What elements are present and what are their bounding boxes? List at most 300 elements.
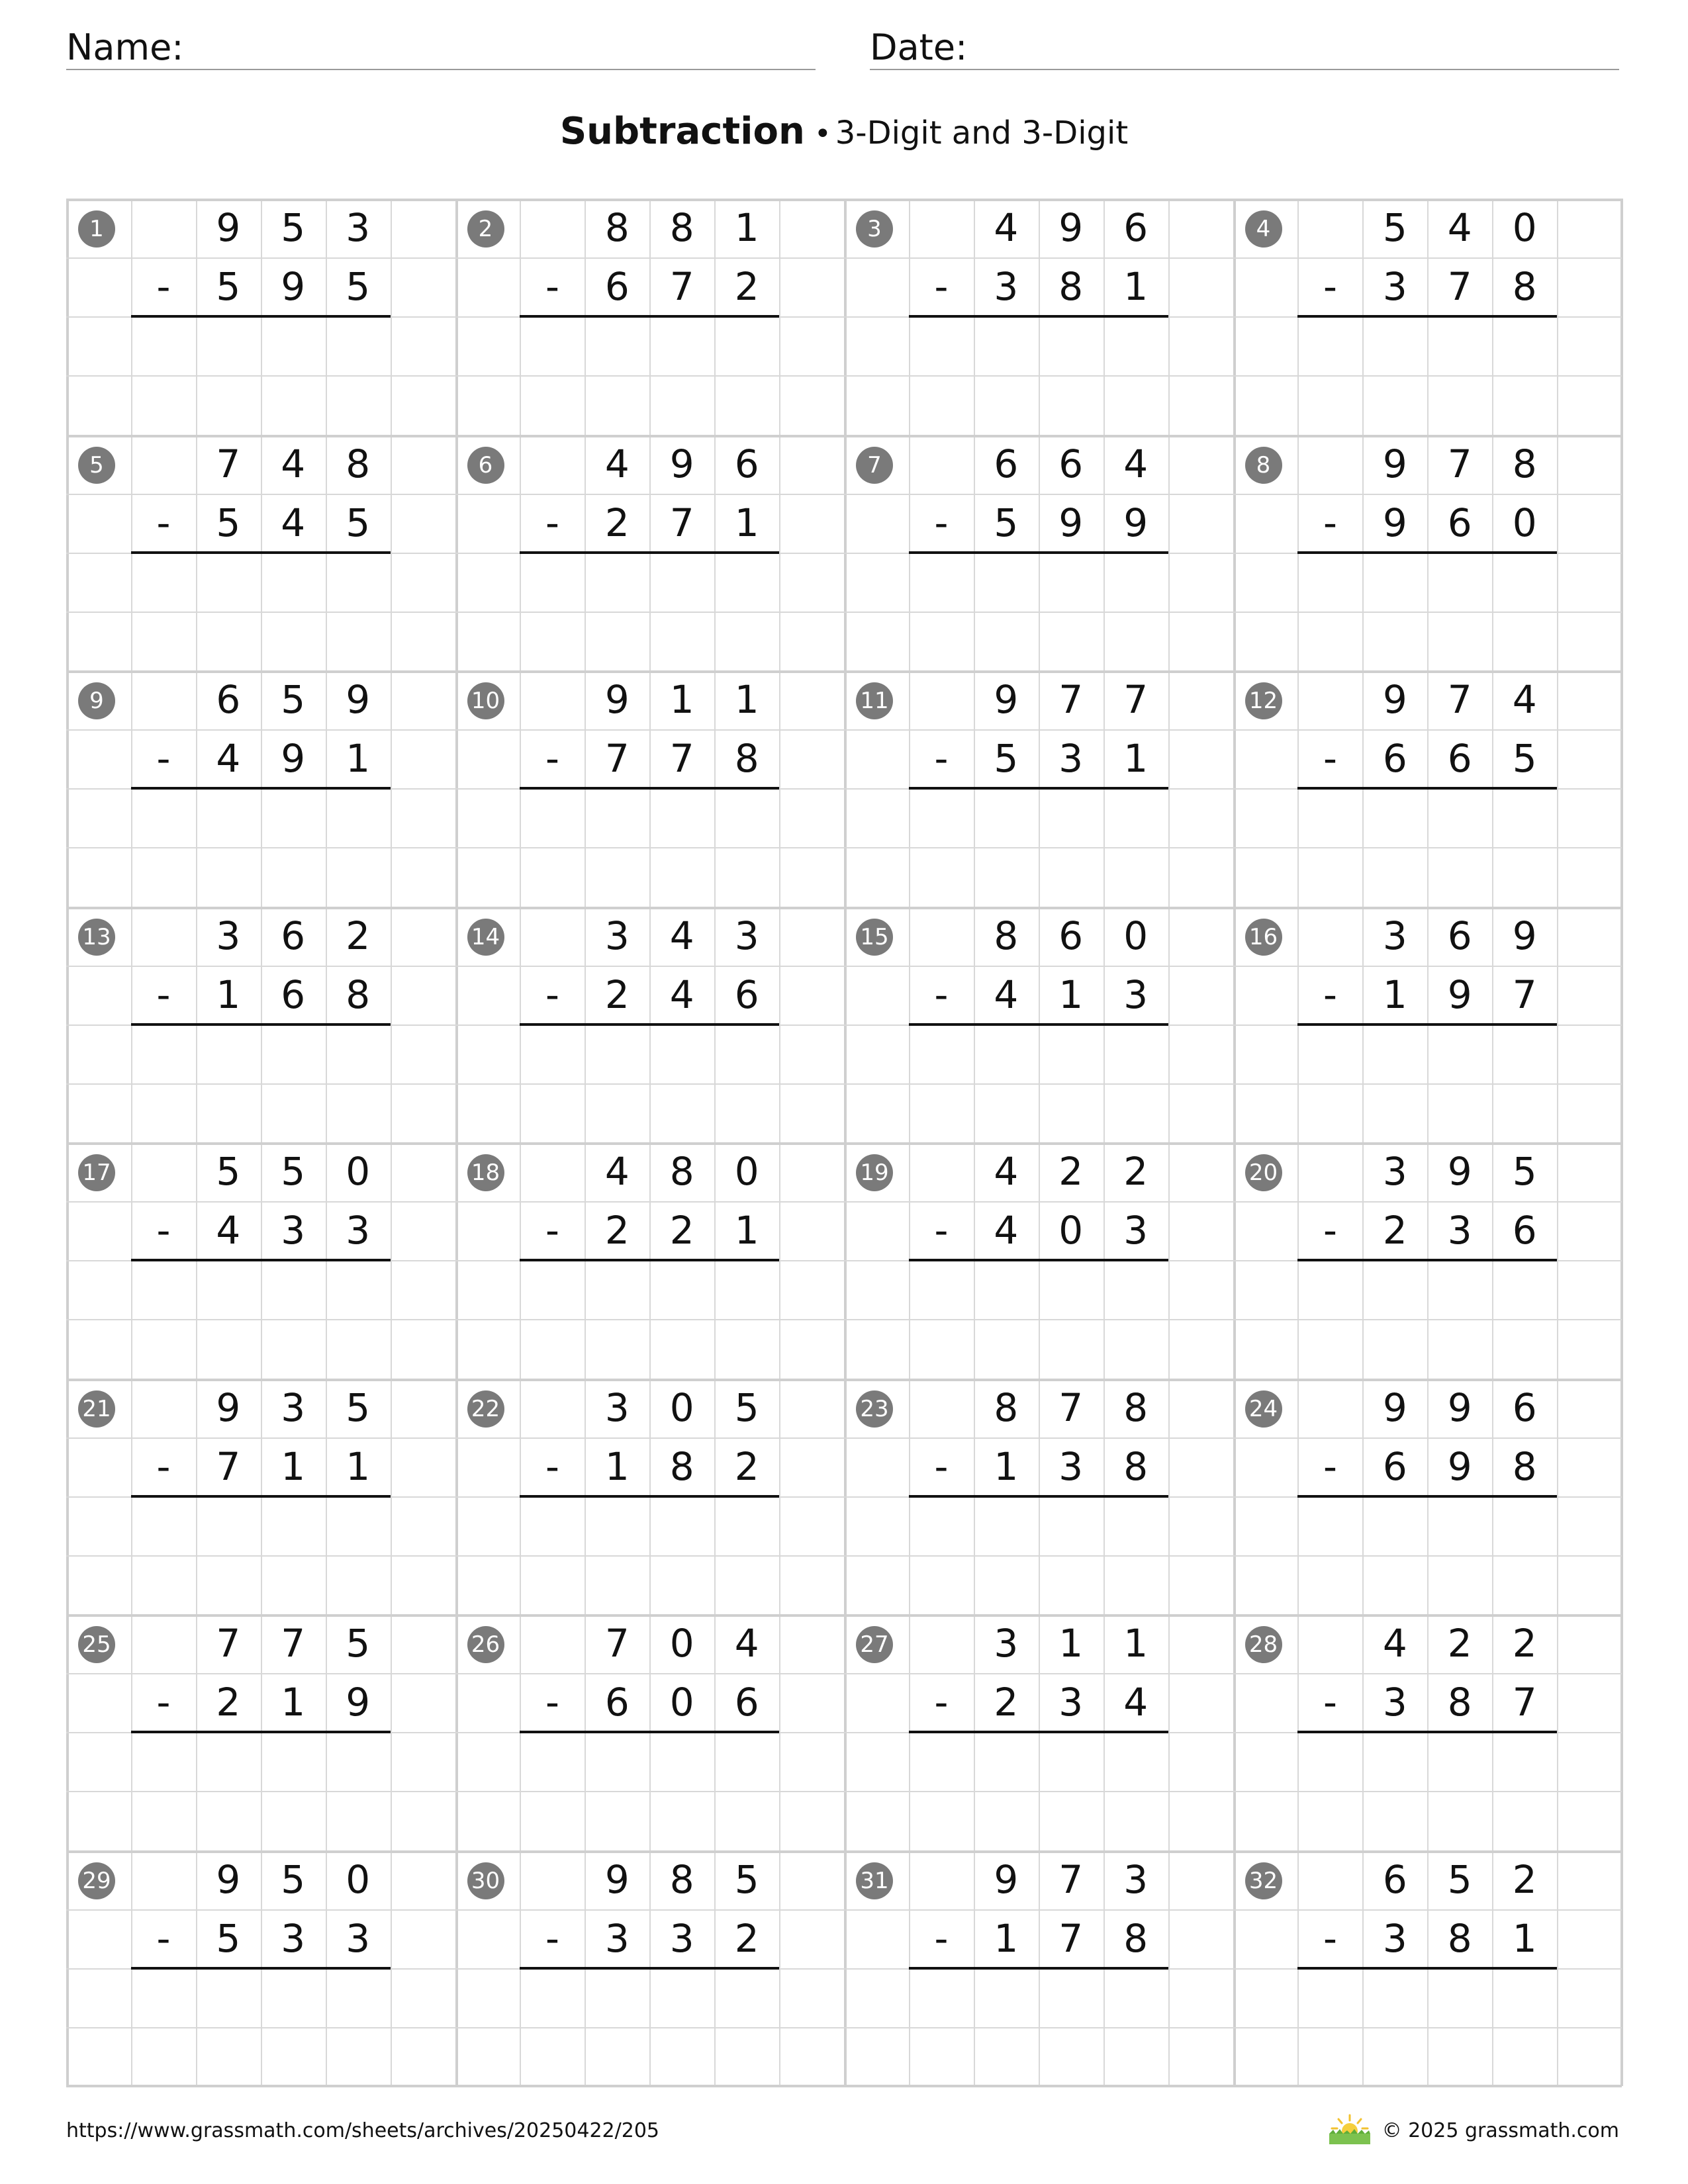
problem-15 (844, 907, 1233, 1142)
minuend-digit: 7 (1123, 677, 1149, 722)
minus-sign: - (1323, 264, 1337, 310)
minus-sign: - (156, 1680, 171, 1725)
subtrahend-digit: 9 (281, 736, 306, 782)
subtrahend-digit: 5 (216, 1915, 241, 1961)
subtrahend-digit: 1 (281, 1443, 306, 1489)
minuend-digit: 9 (994, 677, 1019, 722)
minus-sign: - (156, 972, 171, 1017)
minuend-digit: 6 (1447, 913, 1472, 958)
subtrahend-digit: 8 (669, 1443, 694, 1489)
problem-7 (844, 435, 1233, 670)
minuend-digit: 2 (1512, 1856, 1537, 1902)
problem-number-badge: 25 (78, 1626, 115, 1663)
problem-4 (1233, 199, 1622, 434)
problem-8 (1233, 435, 1622, 670)
answer-line (909, 787, 1168, 790)
minuend-digit: 9 (216, 1385, 241, 1430)
subtrahend-digit: 1 (346, 1443, 371, 1489)
minus-sign: - (934, 736, 949, 782)
problem-28 (1233, 1614, 1622, 1850)
minuend-digit: 6 (734, 441, 759, 486)
problem-number-badge: 19 (856, 1154, 893, 1191)
subtrahend-digit: 8 (346, 972, 371, 1017)
minuend-digit: 7 (1447, 441, 1472, 486)
title-separator: • (814, 117, 831, 151)
subtrahend-digit: 7 (1447, 264, 1472, 310)
minuend-digit: 2 (1512, 1621, 1537, 1666)
problem-number-badge: 21 (78, 1390, 115, 1428)
minuend-digit: 9 (604, 677, 630, 722)
subtrahend-digit: 2 (734, 264, 759, 310)
problem-number-badge: 10 (467, 682, 504, 719)
minuend-digit: 9 (1382, 441, 1407, 486)
answer-line (1297, 1967, 1557, 1970)
subtrahend-digit: 6 (281, 972, 306, 1017)
minuend-digit: 4 (734, 1621, 759, 1666)
subtrahend-digit: 6 (1447, 736, 1472, 782)
problem-11 (844, 670, 1233, 906)
problem-number-badge: 7 (856, 447, 893, 484)
subtrahend-digit: 1 (1382, 972, 1407, 1017)
subtrahend-digit: 9 (1382, 500, 1407, 545)
minuend-digit: 4 (604, 1149, 630, 1194)
subtrahend-digit: 8 (734, 736, 759, 782)
subtrahend-digit: 5 (216, 500, 241, 545)
problem-number-badge: 24 (1245, 1390, 1282, 1428)
minuend-digit: 0 (346, 1856, 371, 1902)
minus-sign: - (934, 972, 949, 1017)
answer-line (1297, 1731, 1557, 1733)
problem-18 (455, 1142, 845, 1378)
name-field[interactable] (66, 25, 816, 70)
problem-number-badge: 12 (1245, 682, 1282, 719)
subtrahend-digit: 7 (669, 736, 694, 782)
subtrahend-digit: 5 (994, 736, 1019, 782)
minuend-digit: 7 (216, 441, 241, 486)
subtrahend-digit: 0 (669, 1680, 694, 1725)
answer-line (520, 315, 779, 318)
minus-sign: - (934, 1915, 949, 1961)
minuend-digit: 3 (1123, 1856, 1149, 1902)
subtrahend-digit: 9 (1447, 972, 1472, 1017)
subtrahend-digit: 2 (1382, 1208, 1407, 1253)
minuend-digit: 4 (1382, 1621, 1407, 1666)
problem-24 (1233, 1379, 1622, 1614)
minuend-digit: 2 (1447, 1621, 1472, 1666)
problem-21 (66, 1379, 455, 1614)
minuend-digit: 5 (734, 1385, 759, 1430)
problem-16 (1233, 907, 1622, 1142)
subtrahend-digit: 2 (604, 1208, 630, 1253)
subtrahend-digit: 9 (1058, 500, 1084, 545)
problem-31 (844, 1850, 1233, 2086)
subtrahend-digit: 2 (734, 1915, 759, 1961)
subtrahend-digit: 5 (346, 500, 371, 545)
subtrahend-digit: 4 (669, 972, 694, 1017)
minuend-digit: 5 (346, 1385, 371, 1430)
subtrahend-digit: 6 (604, 1680, 630, 1725)
subtrahend-digit: 7 (216, 1443, 241, 1489)
answer-line (131, 1023, 391, 1026)
subtrahend-digit: 8 (1123, 1915, 1149, 1961)
minuend-digit: 1 (1058, 1621, 1084, 1666)
minuend-digit: 3 (1382, 1149, 1407, 1194)
subtrahend-digit: 4 (216, 736, 241, 782)
minuend-digit: 9 (994, 1856, 1019, 1902)
subtrahend-digit: 4 (994, 972, 1019, 1017)
minus-sign: - (1323, 736, 1337, 782)
problem-9 (66, 670, 455, 906)
minuend-digit: 5 (1382, 205, 1407, 250)
subtrahend-digit: 8 (1512, 1443, 1537, 1489)
minuend-digit: 1 (1123, 1621, 1149, 1666)
subtrahend-digit: 5 (346, 264, 371, 310)
minuend-digit: 9 (216, 205, 241, 250)
minuend-digit: 0 (1512, 205, 1537, 250)
subtrahend-digit: 4 (216, 1208, 241, 1253)
subtrahend-digit: 3 (1382, 264, 1407, 310)
answer-line (909, 315, 1168, 318)
subtrahend-digit: 1 (346, 736, 371, 782)
minus-sign: - (934, 264, 949, 310)
problem-number-badge: 29 (78, 1862, 115, 1899)
problem-32 (1233, 1850, 1622, 2086)
subtrahend-digit: 3 (1058, 736, 1084, 782)
subtrahend-digit: 2 (669, 1208, 694, 1253)
minuend-digit: 8 (669, 1856, 694, 1902)
problem-29 (66, 1850, 455, 2086)
subtrahend-digit: 6 (1512, 1208, 1537, 1253)
subtrahend-digit: 1 (1123, 264, 1149, 310)
problem-number-badge: 6 (467, 447, 504, 484)
subtrahend-digit: 3 (669, 1915, 694, 1961)
subtrahend-digit: 3 (346, 1208, 371, 1253)
minuend-digit: 7 (281, 1621, 306, 1666)
minuend-digit: 3 (604, 1385, 630, 1430)
subtrahend-digit: 7 (669, 500, 694, 545)
subtrahend-digit: 5 (994, 500, 1019, 545)
minuend-digit: 8 (1512, 441, 1537, 486)
answer-line (520, 1023, 779, 1026)
subtrahend-digit: 7 (1512, 972, 1537, 1017)
minus-sign: - (1323, 1915, 1337, 1961)
subtrahend-digit: 7 (669, 264, 694, 310)
minuend-digit: 5 (734, 1856, 759, 1902)
problem-23 (844, 1379, 1233, 1614)
minuend-digit: 6 (281, 913, 306, 958)
problem-5 (66, 435, 455, 670)
minus-sign: - (156, 736, 171, 782)
title-subtitle: 3-Digit and 3-Digit (835, 114, 1129, 152)
subtrahend-digit: 4 (1123, 1680, 1149, 1725)
answer-line (1297, 1023, 1557, 1026)
minuend-digit: 9 (604, 1856, 630, 1902)
minuend-digit: 3 (604, 913, 630, 958)
problem-number-badge: 13 (78, 919, 115, 956)
minuend-digit: 4 (1512, 677, 1537, 722)
minus-sign: - (934, 1208, 949, 1253)
problem-number-badge: 15 (856, 919, 893, 956)
subtrahend-digit: 1 (1123, 736, 1149, 782)
minuend-digit: 5 (281, 677, 306, 722)
footer-copyright: © 2025 grassmath.com (1382, 2119, 1619, 2142)
minuend-digit: 1 (669, 677, 694, 722)
problem-number-badge: 28 (1245, 1626, 1282, 1663)
subtrahend-digit: 3 (994, 264, 1019, 310)
problem-number-badge: 17 (78, 1154, 115, 1191)
subtrahend-digit: 1 (1512, 1915, 1537, 1961)
subtrahend-digit: 9 (281, 264, 306, 310)
answer-line (131, 1731, 391, 1733)
date-label: Date: (870, 26, 968, 68)
minuend-digit: 9 (1382, 1385, 1407, 1430)
minus-sign: - (156, 1915, 171, 1961)
subtrahend-digit: 6 (1382, 736, 1407, 782)
minuend-digit: 6 (1123, 205, 1149, 250)
minuend-digit: 3 (346, 205, 371, 250)
problem-number-badge: 27 (856, 1626, 893, 1663)
minus-sign: - (545, 972, 559, 1017)
minuend-digit: 5 (346, 1621, 371, 1666)
subtrahend-digit: 0 (1058, 1208, 1084, 1253)
subtrahend-digit: 3 (281, 1208, 306, 1253)
subtrahend-digit: 2 (734, 1443, 759, 1489)
minuend-digit: 7 (1058, 1385, 1084, 1430)
answer-line (131, 315, 391, 318)
minuend-digit: 0 (1123, 913, 1149, 958)
subtrahend-digit: 7 (604, 736, 630, 782)
subtrahend-digit: 9 (1447, 1443, 1472, 1489)
minuend-digit: 3 (734, 913, 759, 958)
minus-sign: - (156, 500, 171, 545)
minus-sign: - (156, 1443, 171, 1489)
problem-1 (66, 199, 455, 434)
subtrahend-digit: 8 (1447, 1680, 1472, 1725)
problem-number-badge: 1 (78, 210, 115, 248)
answer-line (909, 1023, 1168, 1026)
minuend-digit: 3 (281, 1385, 306, 1430)
minus-sign: - (1323, 972, 1337, 1017)
answer-line (1297, 551, 1557, 554)
minuend-digit: 8 (994, 913, 1019, 958)
minuend-digit: 8 (604, 205, 630, 250)
answer-line (909, 1495, 1168, 1498)
subtrahend-digit: 6 (604, 264, 630, 310)
problem-number-badge: 18 (467, 1154, 504, 1191)
problem-number-badge: 31 (856, 1862, 893, 1899)
minuend-digit: 4 (1123, 441, 1149, 486)
minus-sign: - (545, 1915, 559, 1961)
subtrahend-digit: 8 (1512, 264, 1537, 310)
minuend-digit: 6 (994, 441, 1019, 486)
minuend-digit: 5 (1512, 1149, 1537, 1194)
minuend-digit: 4 (604, 441, 630, 486)
minuend-digit: 0 (346, 1149, 371, 1194)
answer-line (909, 1259, 1168, 1261)
minuend-digit: 4 (994, 205, 1019, 250)
minuend-digit: 2 (1058, 1149, 1084, 1194)
answer-line (1297, 315, 1557, 318)
subtrahend-digit: 1 (281, 1680, 306, 1725)
problem-number-badge: 20 (1245, 1154, 1282, 1191)
subtrahend-digit: 1 (734, 1208, 759, 1253)
minuend-digit: 7 (216, 1621, 241, 1666)
problem-6 (455, 435, 845, 670)
minuend-digit: 0 (669, 1621, 694, 1666)
subtrahend-digit: 3 (1123, 972, 1149, 1017)
problem-number-badge: 5 (78, 447, 115, 484)
minuend-digit: 3 (1382, 913, 1407, 958)
minuend-digit: 5 (281, 1149, 306, 1194)
minuend-digit: 5 (281, 1856, 306, 1902)
minuend-digit: 8 (669, 205, 694, 250)
problem-22 (455, 1379, 845, 1614)
footer-url: https://www.grassmath.com/sheets/archives/20250422/205 (66, 2119, 660, 2142)
answer-line (520, 1731, 779, 1733)
minuend-digit: 6 (216, 677, 241, 722)
problem-27 (844, 1614, 1233, 1850)
problem-19 (844, 1142, 1233, 1378)
problem-number-badge: 2 (467, 210, 504, 248)
problem-number-badge: 16 (1245, 919, 1282, 956)
minus-sign: - (1323, 1208, 1337, 1253)
minus-sign: - (545, 736, 559, 782)
minus-sign: - (934, 1443, 949, 1489)
problem-number-badge: 14 (467, 919, 504, 956)
minuend-digit: 9 (346, 677, 371, 722)
problem-number-badge: 22 (467, 1390, 504, 1428)
minus-sign: - (545, 1443, 559, 1489)
answer-line (520, 1495, 779, 1498)
subtrahend-digit: 3 (1123, 1208, 1149, 1253)
minuend-digit: 0 (734, 1149, 759, 1194)
minus-sign: - (545, 500, 559, 545)
answer-line (520, 1967, 779, 1970)
minus-sign: - (1323, 500, 1337, 545)
date-field[interactable] (870, 25, 1619, 70)
answer-line (909, 551, 1168, 554)
subtrahend-digit: 8 (1123, 1443, 1149, 1489)
minuend-digit: 1 (734, 677, 759, 722)
problem-number-badge: 3 (856, 210, 893, 248)
problem-number-badge: 30 (467, 1862, 504, 1899)
subtrahend-digit: 2 (604, 972, 630, 1017)
subtrahend-digit: 3 (281, 1915, 306, 1961)
subtrahend-digit: 4 (994, 1208, 1019, 1253)
subtrahend-digit: 3 (604, 1915, 630, 1961)
problem-25 (66, 1614, 455, 1850)
minus-sign: - (545, 1680, 559, 1725)
minuend-digit: 7 (1058, 677, 1084, 722)
minus-sign: - (156, 1208, 171, 1253)
problem-number-badge: 26 (467, 1626, 504, 1663)
subtrahend-digit: 2 (216, 1680, 241, 1725)
minus-sign: - (545, 264, 559, 310)
minuend-digit: 5 (216, 1149, 241, 1194)
minuend-digit: 7 (604, 1621, 630, 1666)
minuend-digit: 8 (346, 441, 371, 486)
worksheet-grid (66, 199, 1622, 2086)
problem-13 (66, 907, 455, 1142)
subtrahend-digit: 8 (1447, 1915, 1472, 1961)
minuend-digit: 2 (346, 913, 371, 958)
problem-20 (1233, 1142, 1622, 1378)
subtrahend-digit: 6 (1447, 500, 1472, 545)
answer-line (1297, 1259, 1557, 1261)
minuend-digit: 0 (669, 1385, 694, 1430)
answer-line (131, 1259, 391, 1261)
problem-12 (1233, 670, 1622, 906)
subtrahend-digit: 6 (734, 1680, 759, 1725)
answer-line (520, 787, 779, 790)
subtrahend-digit: 3 (1058, 1680, 1084, 1725)
minus-sign: - (1323, 1680, 1337, 1725)
title-main: Subtraction (559, 110, 805, 153)
subtrahend-digit: 9 (346, 1680, 371, 1725)
subtrahend-digit: 1 (1058, 972, 1084, 1017)
minus-sign: - (1323, 1443, 1337, 1489)
minuend-digit: 7 (1058, 1856, 1084, 1902)
answer-line (131, 1495, 391, 1498)
minuend-digit: 8 (669, 1149, 694, 1194)
problem-number-badge: 8 (1245, 447, 1282, 484)
answer-line (131, 787, 391, 790)
subtrahend-digit: 7 (1512, 1680, 1537, 1725)
minuend-digit: 9 (216, 1856, 241, 1902)
problem-2 (455, 199, 845, 434)
name-label: Name: (66, 26, 184, 68)
minuend-digit: 6 (1058, 441, 1084, 486)
problem-number-badge: 23 (856, 1390, 893, 1428)
subtrahend-digit: 2 (604, 500, 630, 545)
subtrahend-digit: 3 (1382, 1915, 1407, 1961)
minuend-digit: 9 (669, 441, 694, 486)
minuend-digit: 6 (1058, 913, 1084, 958)
minuend-digit: 5 (1447, 1856, 1472, 1902)
subtrahend-digit: 9 (1123, 500, 1149, 545)
subtrahend-digit: 6 (1382, 1443, 1407, 1489)
minus-sign: - (156, 264, 171, 310)
minuend-digit: 7 (1447, 677, 1472, 722)
minuend-digit: 4 (994, 1149, 1019, 1194)
minuend-digit: 9 (1447, 1149, 1472, 1194)
answer-line (131, 1967, 391, 1970)
minuend-digit: 4 (281, 441, 306, 486)
answer-line (131, 551, 391, 554)
answer-line (1297, 1495, 1557, 1498)
subtrahend-digit: 4 (281, 500, 306, 545)
problem-10 (455, 670, 845, 906)
answer-line (520, 551, 779, 554)
minus-sign: - (934, 500, 949, 545)
subtrahend-digit: 1 (604, 1443, 630, 1489)
problem-number-badge: 9 (78, 682, 115, 719)
problem-number-badge: 4 (1245, 210, 1282, 248)
minuend-digit: 2 (1123, 1149, 1149, 1194)
problem-14 (455, 907, 845, 1142)
subtrahend-digit: 1 (994, 1443, 1019, 1489)
problem-26 (455, 1614, 845, 1850)
problem-17 (66, 1142, 455, 1378)
subtrahend-digit: 3 (1058, 1443, 1084, 1489)
minuend-digit: 3 (216, 913, 241, 958)
subtrahend-digit: 7 (1058, 1915, 1084, 1961)
minus-sign: - (934, 1680, 949, 1725)
problem-30 (455, 1850, 845, 2086)
problem-number-badge: 11 (856, 682, 893, 719)
worksheet-title (0, 109, 1688, 163)
problem-number-badge: 32 (1245, 1862, 1282, 1899)
